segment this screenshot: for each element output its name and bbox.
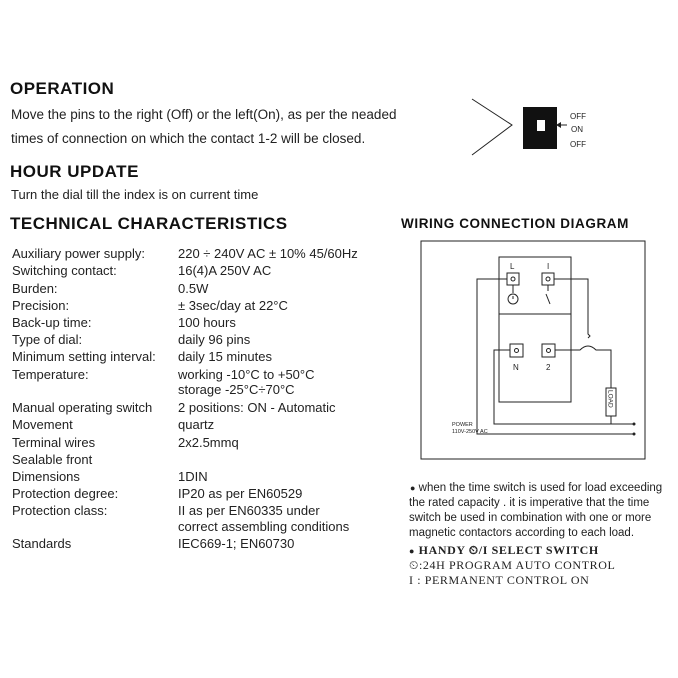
technical-heading: TECHNICAL CHARACTERISTICS (10, 214, 288, 233)
note-line-3: switch be used in combination with one or more (409, 512, 652, 524)
spec-value: IEC669-1; EN60730 (178, 536, 295, 551)
handy-line-permanent: I : PERMANENT CONTROL ON (409, 573, 590, 587)
terminal-label-L: L (510, 262, 515, 271)
terminal-2-screw-icon (547, 349, 551, 353)
spec-value: 100 hours (178, 315, 236, 330)
spec-label: Protection class: (12, 503, 108, 518)
wire-2-to-load (555, 346, 611, 388)
spec-value: 2 positions: ON - Automatic (178, 400, 336, 415)
spec-label: Dimensions (12, 469, 80, 484)
operation-text-line2: times of connection on which the contact 1-2 will be closed. (11, 131, 366, 146)
terminal-N (510, 344, 523, 357)
spec-label: Movement (12, 417, 73, 432)
spec-label: Manual operating switch (12, 400, 153, 415)
power-voltage-label: 110V-250V AC (452, 429, 488, 435)
note-text: when the time switch is used for load exceeding (418, 482, 663, 494)
spec-label: Standards (12, 536, 72, 551)
wiring-diagram (420, 240, 646, 460)
note-line-1 (410, 480, 662, 496)
handy-line-auto: ⏲:24H PROGRAM AUTO CONTROL (409, 558, 616, 572)
hour-update-heading: HOUR UPDATE (10, 162, 139, 181)
spec-value: daily 96 pins (178, 332, 251, 347)
operation-heading: OPERATION (10, 79, 115, 98)
spec-label: Burden: (12, 281, 58, 296)
switch-label-on: ON (571, 125, 583, 134)
spec-label: Temperature: (12, 367, 89, 382)
spec-value: II as per EN60335 under (178, 503, 320, 518)
hour-update-text: Turn the dial till the index is on current time (11, 187, 259, 202)
spec-value: ± 3sec/day at 22°C (178, 298, 288, 313)
load-label: LOAD (606, 390, 614, 408)
bullet-icon: ● (410, 483, 416, 493)
spec-value: correct assembling conditions (178, 519, 350, 534)
terminal-2 (542, 344, 555, 357)
spec-value: 1DIN (178, 469, 208, 484)
spec-label: Auxiliary power supply: (12, 246, 145, 261)
terminal-label-2: 2 (546, 363, 551, 372)
switch-pin-bottom (523, 131, 557, 149)
switch-pin-gap (545, 120, 557, 131)
spec-label: Type of dial: (12, 332, 83, 347)
switch-label-off-bottom: OFF (570, 140, 586, 149)
spec-label: Terminal wires (12, 435, 96, 450)
manual-switch-icon (546, 294, 550, 304)
power-terminal-dot (633, 433, 636, 436)
spec-value: 2x2.5mmq (178, 435, 239, 450)
bullet-icon: ● (409, 546, 416, 556)
note-line-2: the rated capacity . it is imperative that the time (409, 497, 650, 509)
power-label: POWER (452, 422, 473, 428)
operation-text-line1: Move the pins to the right (Off) or the left(On), as per the neaded (11, 107, 397, 122)
switch-label-off-top: OFF (570, 112, 586, 121)
wire-N (494, 350, 634, 424)
spec-value: quartz (178, 417, 215, 432)
switch-pin-top (523, 107, 557, 120)
terminal-label-I: I (547, 262, 550, 271)
wiring-diagram-title: WIRING CONNECTION DIAGRAM (401, 216, 629, 231)
spec-value: daily 15 minutes (178, 349, 272, 364)
switch-bracket (472, 99, 512, 155)
switch-illustration (470, 95, 600, 163)
spec-label: Precision: (12, 298, 70, 313)
terminal-I (542, 273, 554, 285)
handy-switch-title-text: HANDY ⏲/I SELECT SWITCH (418, 543, 599, 557)
note-line-4: magnetic contactors according to each load. (409, 527, 635, 539)
spec-value: storage -25°C÷70°C (178, 382, 295, 397)
spec-label: Back-up time: (12, 315, 92, 330)
wire-I (554, 279, 590, 338)
spec-value: 16(4)A 250V AC (178, 263, 272, 278)
spec-value: IP20 as per EN60529 (178, 486, 303, 501)
terminal-I-screw-icon (546, 277, 550, 281)
spec-label: Protection degree: (12, 486, 119, 501)
spec-value: 220 ÷ 240V AC ± 10% 45/60Hz (178, 246, 358, 261)
terminal-L (507, 273, 519, 285)
terminal-label-N: N (513, 363, 519, 372)
spec-label: Switching contact: (12, 263, 117, 278)
spec-value: 0.5W (178, 281, 209, 296)
spec-label: Sealable front (12, 452, 93, 467)
spec-label: Minimum setting interval: (12, 349, 156, 364)
terminal-L-screw-icon (511, 277, 515, 281)
handy-switch-title (409, 543, 599, 558)
spec-value: working -10°C to +50°C (178, 367, 315, 382)
power-terminal-dot (633, 423, 636, 426)
terminal-N-screw-icon (515, 349, 519, 353)
switch-pin-on (523, 120, 537, 131)
